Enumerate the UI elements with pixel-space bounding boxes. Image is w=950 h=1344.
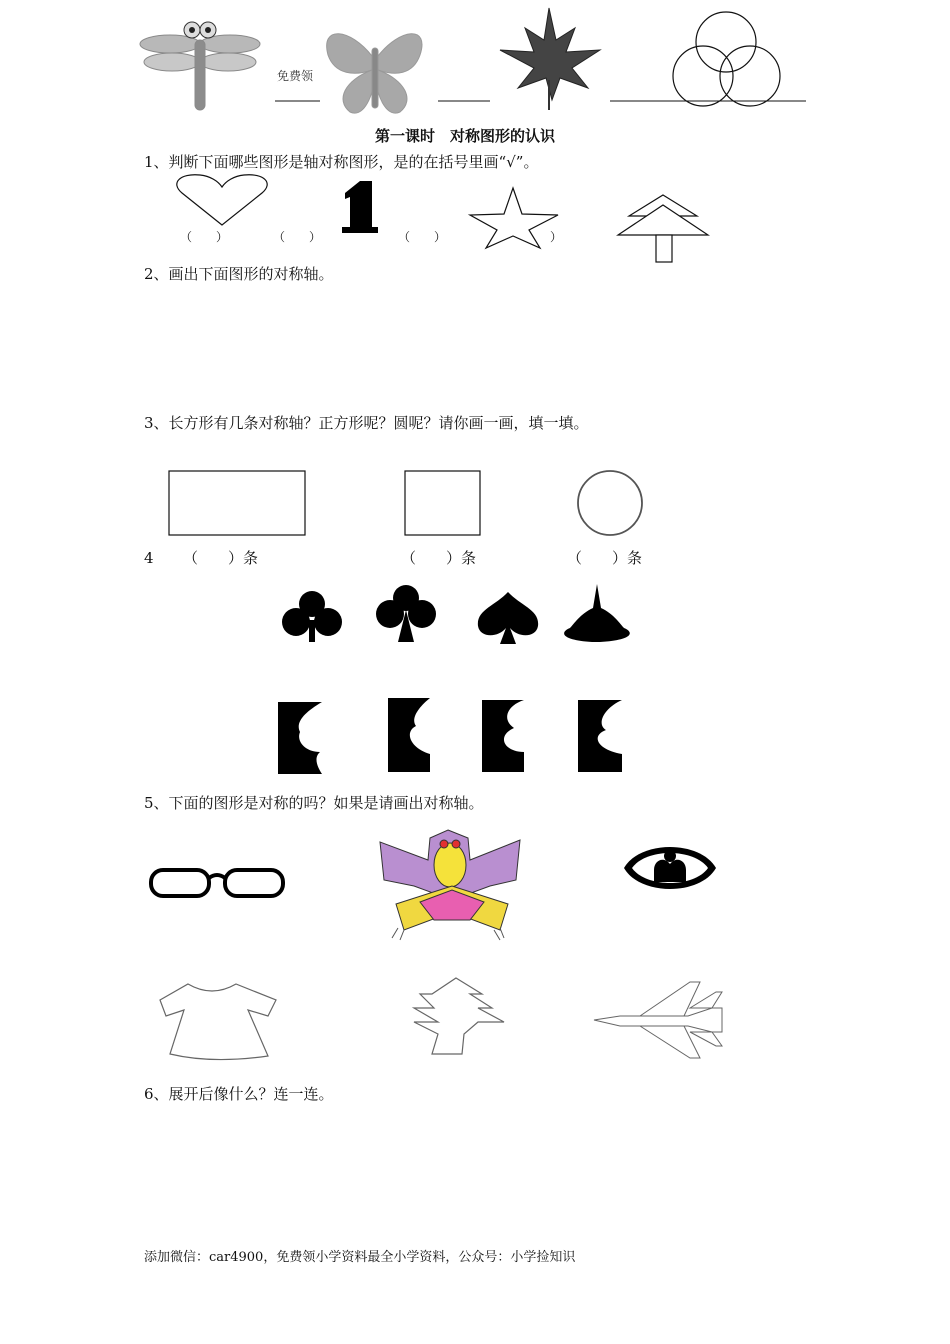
- glasses-shape: [151, 870, 283, 896]
- q1-bracket-star[interactable]: （ ）: [398, 230, 447, 244]
- notched-block-2: [388, 698, 430, 772]
- q2-text: 2、画出下面图形的对称轴。: [144, 265, 334, 283]
- spade-shape: [478, 592, 538, 644]
- q5-figures: [0, 820, 950, 1060]
- shamrock-shape: [282, 591, 342, 642]
- q1-bracket-heart[interactable]: （ ）: [180, 230, 229, 244]
- q1-bracket-star-close: ）: [550, 230, 563, 244]
- q3-answer-circle[interactable]: （ ）条: [567, 549, 643, 567]
- bell-shape: [564, 584, 630, 642]
- header-stamp-text: 免费领: [277, 69, 314, 83]
- airplane-shape: [594, 982, 722, 1058]
- page-title: 第一课时 对称图形的认识: [375, 127, 556, 145]
- q1-text: 1、判断下面哪些图形是轴对称图形，是的在括号里画“√”。: [144, 153, 539, 171]
- footer-text: 添加微信：car4900，免费领小学资料最全小学资料，公众号：小学捡知识: [144, 1250, 576, 1265]
- square-shape: [405, 471, 480, 535]
- q3-shapes: [0, 465, 950, 545]
- star-shape: [470, 188, 558, 248]
- q5-text: 5、下面的图形是对称的吗？如果是请画出对称轴。: [144, 794, 484, 812]
- notched-block-3: [482, 700, 524, 772]
- rectangle-shape: [169, 471, 305, 535]
- q6-text: 6、展开后像什么？连一连。: [144, 1085, 334, 1103]
- notched-block-4: [578, 700, 622, 772]
- emblem-shape: [624, 847, 716, 889]
- q1-figures: [0, 165, 950, 275]
- tree-shape: [618, 195, 708, 262]
- q4-figures: [0, 580, 950, 780]
- club-shape: [376, 585, 436, 642]
- number-one-shape: [342, 181, 378, 233]
- q4-number: 4: [144, 549, 154, 567]
- kite-shape: [380, 830, 520, 940]
- q1-bracket-one[interactable]: （ ）: [273, 230, 322, 244]
- shirt-shape: [160, 984, 276, 1060]
- heart-shape: [177, 175, 267, 225]
- dragonfly-image: [0, 0, 950, 130]
- fir-tree-shape: [414, 978, 504, 1054]
- q3-answer-rectangle[interactable]: （ ）条: [183, 549, 259, 567]
- notched-block-1: [278, 702, 322, 774]
- circle-shape: [578, 471, 642, 535]
- q3-text: 3、长方形有几条对称轴？正方形呢？圆呢？请你画一画，填一填。: [144, 414, 589, 432]
- q3-answer-square[interactable]: （ ）条: [401, 549, 477, 567]
